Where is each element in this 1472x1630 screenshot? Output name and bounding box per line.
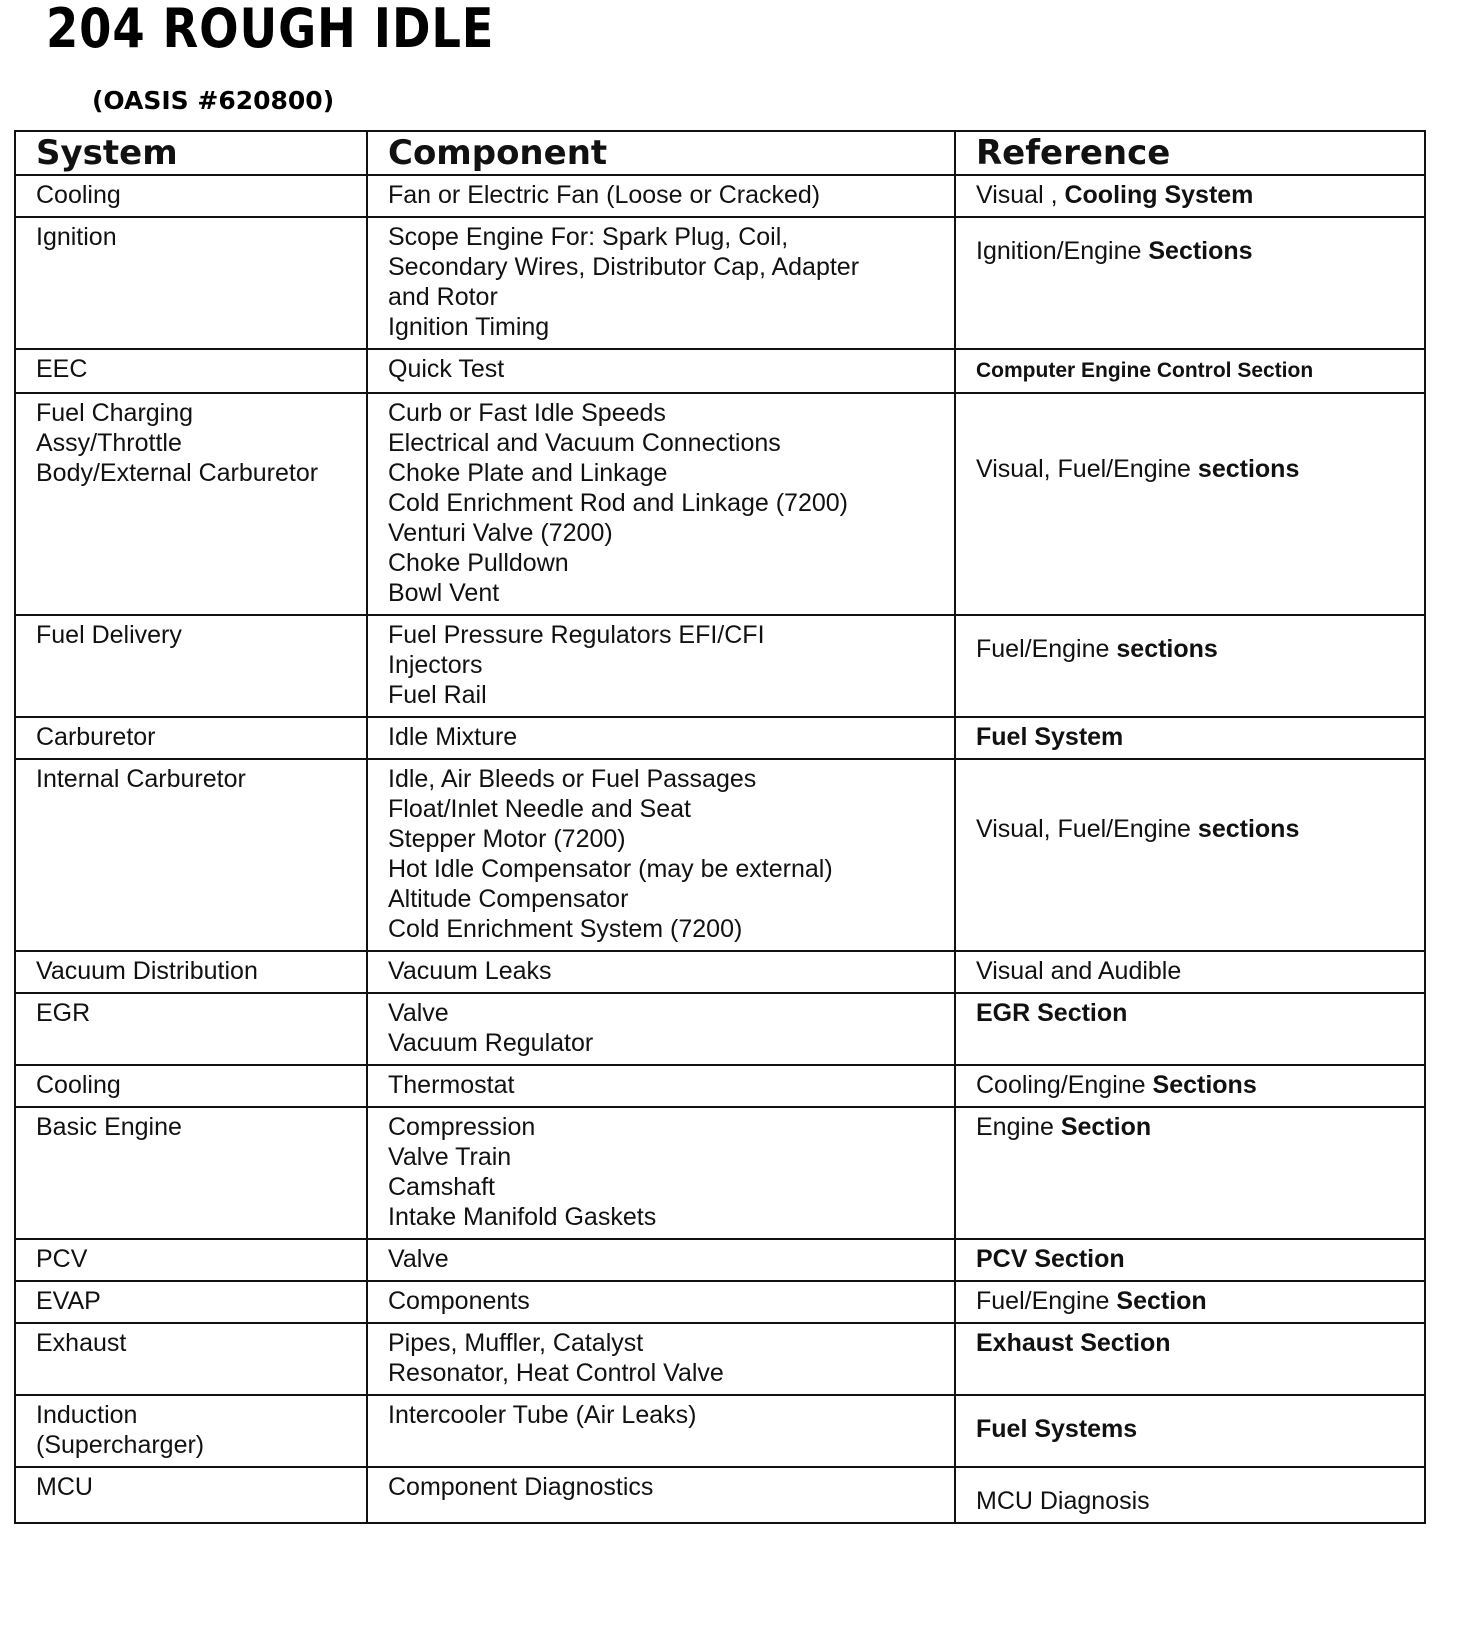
- system-line: EGR: [36, 999, 91, 1027]
- reference-text: MCU Diagnosis: [976, 1487, 1150, 1515]
- component-line: Cold Enrichment System (7200): [388, 915, 743, 943]
- component-cell: [367, 1467, 955, 1523]
- component-cell: [367, 615, 955, 717]
- system-cell: [15, 393, 367, 615]
- system-cell: [15, 349, 367, 393]
- component-line: Venturi Valve (7200): [388, 519, 613, 547]
- component-line: Components: [388, 1287, 530, 1315]
- table-row: [15, 1395, 1425, 1467]
- system-line: Cooling: [36, 1071, 121, 1099]
- header-reference: Reference: [955, 131, 1425, 175]
- component-cell: [367, 1065, 955, 1107]
- system-line: Vacuum Distribution: [36, 957, 258, 985]
- reference-text: Ignition/Engine: [976, 237, 1142, 265]
- reference-cell: [955, 717, 1425, 759]
- table-row: [15, 175, 1425, 217]
- component-cell: [367, 1323, 955, 1395]
- system-cell: [15, 1323, 367, 1395]
- page-subtitle: (OASIS #620800): [92, 86, 335, 115]
- table-row: [15, 993, 1425, 1065]
- table-header-row: [15, 131, 1425, 175]
- reference-section: Sections: [1152, 1071, 1257, 1099]
- reference-text: Fuel/Engine: [976, 635, 1110, 663]
- component-line: Hot Idle Compensator (may be external): [388, 855, 833, 883]
- system-cell: [15, 717, 367, 759]
- system-cell: [15, 951, 367, 993]
- component-line: Idle Mixture: [388, 723, 518, 751]
- reference-text: Visual, Fuel/Engine: [976, 815, 1191, 843]
- component-line: Thermostat: [388, 1071, 515, 1099]
- system-line: Ignition: [36, 223, 117, 251]
- component-line: Fan or Electric Fan (Loose or Cracked): [388, 181, 821, 209]
- reference-cell: [955, 175, 1425, 217]
- component-line: Scope Engine For: Spark Plug, Coil,: [388, 223, 789, 251]
- component-line: Fuel Rail: [388, 681, 487, 709]
- system-line: Assy/Throttle: [36, 429, 182, 457]
- component-cell: [367, 759, 955, 951]
- header-system: System: [15, 131, 367, 175]
- system-line: Exhaust: [36, 1329, 127, 1357]
- system-line: Body/External Carburetor: [36, 459, 319, 487]
- component-line: Valve: [388, 999, 449, 1027]
- system-cell: [15, 1467, 367, 1523]
- table-row: [15, 717, 1425, 759]
- component-line: and Rotor: [388, 283, 498, 311]
- system-line: Basic Engine: [36, 1113, 182, 1141]
- system-line: Induction: [36, 1401, 138, 1429]
- reference-cell: [955, 1281, 1425, 1323]
- component-cell: [367, 1239, 955, 1281]
- system-line: Internal Carburetor: [36, 765, 246, 793]
- system-line: Carburetor: [36, 723, 156, 751]
- reference-cell: [955, 393, 1425, 615]
- reference-section: sections: [1116, 635, 1218, 663]
- component-line: Choke Pulldown: [388, 549, 569, 577]
- component-line: Vacuum Regulator: [388, 1029, 594, 1057]
- component-cell: [367, 717, 955, 759]
- system-line: PCV: [36, 1245, 88, 1273]
- table-row: [15, 393, 1425, 615]
- component-line: Cold Enrichment Rod and Linkage (7200): [388, 489, 848, 517]
- reference-cell: [955, 1323, 1425, 1395]
- reference-cell: [955, 1065, 1425, 1107]
- component-cell: [367, 1107, 955, 1239]
- reference-cell: [955, 759, 1425, 951]
- component-cell: [367, 1395, 955, 1467]
- component-line: Vacuum Leaks: [388, 957, 552, 985]
- component-line: Stepper Motor (7200): [388, 825, 626, 853]
- component-line: Fuel Pressure Regulators EFI/CFI: [388, 621, 765, 649]
- reference-text: Visual ,: [976, 181, 1058, 209]
- component-cell: [367, 1281, 955, 1323]
- reference-section: Computer Engine Control Section: [976, 359, 1314, 382]
- table-row: [15, 1323, 1425, 1395]
- reference-section: Cooling System: [1064, 181, 1254, 209]
- reference-cell: [955, 217, 1425, 349]
- reference-cell: [955, 615, 1425, 717]
- system-cell: [15, 175, 367, 217]
- reference-section: PCV Section: [976, 1245, 1125, 1273]
- system-cell: [15, 1281, 367, 1323]
- reference-section: Exhaust Section: [976, 1329, 1171, 1357]
- component-line: Resonator, Heat Control Valve: [388, 1359, 724, 1387]
- component-line: Compression: [388, 1113, 536, 1141]
- component-line: Component Diagnostics: [388, 1473, 654, 1501]
- system-line: MCU: [36, 1473, 93, 1501]
- system-cell: [15, 217, 367, 349]
- diagnosis-table: [14, 130, 1426, 1524]
- reference-section: sections: [1197, 815, 1300, 843]
- system-cell: [15, 615, 367, 717]
- component-line: Secondary Wires, Distributor Cap, Adapter: [388, 253, 860, 281]
- reference-text: Visual, Fuel/Engine: [976, 455, 1191, 483]
- component-line: Injectors: [388, 651, 483, 679]
- component-line: Pipes, Muffler, Catalyst: [388, 1329, 644, 1357]
- component-line: Float/Inlet Needle and Seat: [388, 795, 691, 823]
- reference-text: Engine: [976, 1113, 1054, 1141]
- system-line: Fuel Charging: [36, 399, 194, 427]
- component-line: Electrical and Vacuum Connections: [388, 429, 781, 457]
- component-line: Quick Test: [388, 355, 505, 383]
- table-row: [15, 349, 1425, 393]
- system-line: Fuel Delivery: [36, 621, 182, 649]
- component-line: Camshaft: [388, 1173, 495, 1201]
- component-cell: [367, 951, 955, 993]
- table-row: [15, 615, 1425, 717]
- system-line: Cooling: [36, 181, 121, 209]
- reference-cell: [955, 951, 1425, 993]
- header-component: Component: [367, 131, 955, 175]
- component-line: Choke Plate and Linkage: [388, 459, 668, 487]
- reference-text: Visual and Audible: [976, 957, 1182, 985]
- table-row: [15, 759, 1425, 951]
- table-row: [15, 951, 1425, 993]
- reference-text: Cooling/Engine: [976, 1071, 1146, 1099]
- reference-section: Sections: [1148, 237, 1253, 265]
- system-cell: [15, 759, 367, 951]
- table-row: [15, 1065, 1425, 1107]
- system-line: (Supercharger): [36, 1431, 205, 1459]
- component-line: Valve Train: [388, 1143, 512, 1171]
- reference-cell: [955, 1239, 1425, 1281]
- component-cell: [367, 217, 955, 349]
- reference-text: Fuel/Engine: [976, 1287, 1110, 1315]
- component-cell: [367, 993, 955, 1065]
- reference-section: Section: [1116, 1287, 1207, 1315]
- system-cell: [15, 993, 367, 1065]
- component-line: Bowl Vent: [388, 579, 500, 607]
- reference-cell: [955, 349, 1425, 393]
- page-title: 204 ROUGH IDLE: [46, 0, 495, 60]
- table-row: [15, 1467, 1425, 1523]
- component-line: Curb or Fast Idle Speeds: [388, 399, 666, 427]
- table-row: [15, 1281, 1425, 1323]
- reference-section: sections: [1197, 455, 1300, 483]
- component-line: Valve: [388, 1245, 449, 1273]
- reference-cell: [955, 1395, 1425, 1467]
- reference-section: Section: [1060, 1113, 1152, 1141]
- component-line: Altitude Compensator: [388, 885, 629, 913]
- component-cell: [367, 393, 955, 615]
- reference-section: Fuel System: [976, 723, 1124, 751]
- reference-section: Fuel Systems: [976, 1415, 1138, 1443]
- reference-cell: [955, 1107, 1425, 1239]
- system-cell: [15, 1107, 367, 1239]
- system-line: EEC: [36, 355, 88, 383]
- table-row: [15, 1107, 1425, 1239]
- system-cell: [15, 1239, 367, 1281]
- reference-cell: [955, 993, 1425, 1065]
- reference-cell: [955, 1467, 1425, 1523]
- system-line: EVAP: [36, 1287, 101, 1315]
- component-cell: [367, 349, 955, 393]
- system-cell: [15, 1065, 367, 1107]
- component-line: Ignition Timing: [388, 313, 550, 341]
- table-body: [15, 175, 1425, 1523]
- component-cell: [367, 175, 955, 217]
- component-line: Idle, Air Bleeds or Fuel Passages: [388, 765, 757, 793]
- table-row: [15, 1239, 1425, 1281]
- component-line: Intake Manifold Gaskets: [388, 1203, 657, 1231]
- component-line: Intercooler Tube (Air Leaks): [388, 1401, 697, 1429]
- table-row: [15, 217, 1425, 349]
- reference-section: EGR Section: [976, 999, 1128, 1027]
- system-cell: [15, 1395, 367, 1467]
